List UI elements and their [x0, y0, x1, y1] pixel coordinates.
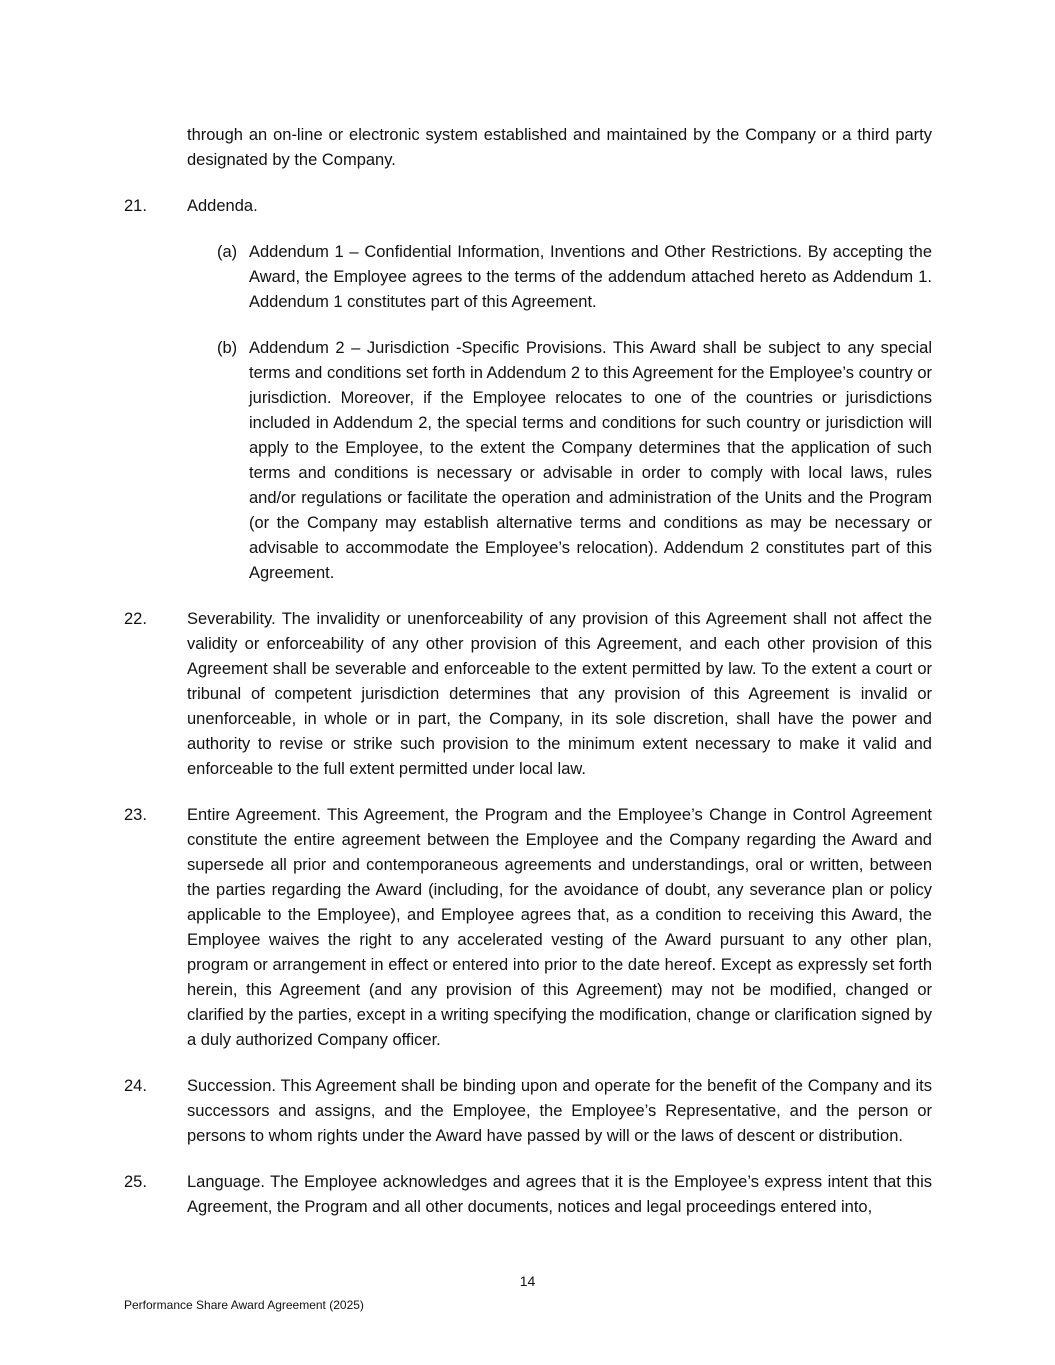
- page-number: 14: [519, 1273, 536, 1289]
- addendum-a-text: Addendum 1 – Confidential Information, Inventions and Other Restrictions. By accepting the Award, the Employee agrees to the terms of the addendum attached hereto as Addendum 1. Addendum 1 constitutes part of this Agreement.: [249, 243, 932, 311]
- section-23-text: Entire Agreement. This Agreement, the Program and the Employee’s Change in Control Agreement constitute the entire agreement between the Employee and the Company regarding the Award and supersede all prior and contemporaneous agreements and understandings, oral or written, between the parties regarding the Award (including, for the avoidance of doubt, any severance plan or policy applicable to the Employee), and Employee agrees that, as a condition to receiving this Award, the Employee waives the right to any accelerated vesting of the Award pursuant to any other plan, program or arrangement in effect or entered into prior to the date hereof. Except as expressly set forth herein, this Agreement (and any provision of this Agreement) may not be modified, changed or clarified by the parties, except in a writing specifying the modification, change or clarification signed by a duly authorized Company officer.: [187, 806, 932, 1049]
- addendum-b-text: Addendum 2 – Jurisdiction -Specific Provisions. This Award shall be subject to any special terms and conditions set forth in Addendum 2 to this Agreement for the Employee’s country or jurisdiction. Moreover, if the Employee relocates to one of the countries or jurisdictions included in Addendum 2, the special terms and conditions for such country or jurisdiction will apply to the Employee, to the extent the Company determines that the application of such terms and conditions is necessary or advisable in order to comply with local laws, rules and/or regulations or facilitate the operation and administration of the Units and the Program (or the Company may establish alternative terms and conditions as may be necessary or advisable to accommodate the Employee’s relocation). Addendum 2 constitutes part of this Agreement.: [249, 339, 932, 582]
- section-25-text: Language. The Employee acknowledges and agrees that it is the Employee’s express intent that this Agreement, the Program and all other documents, notices and legal proceedings entered into,: [187, 1173, 932, 1216]
- continuation-paragraph: through an on-line or electronic system established and maintained by the Company or a third party designated by the Company.: [187, 126, 932, 169]
- section-25-number: 25.: [124, 1173, 147, 1191]
- addendum-b-label: (b): [217, 339, 238, 357]
- section-24-number: 24.: [124, 1077, 147, 1095]
- section-22-text: Severability. The invalidity or unenforceability of any provision of this Agreement shall not affect the validity or enforceability of any other provision of this Agreement, and each other provision of this Agreement shall be severable and enforceable to the extent permitted by law. To the extent a court or tribunal of competent jurisdiction determines that any provision of this Agreement is invalid or unenforceable, in whole or in part, the Company, in its sole discretion, shall have the power and authority to revise or strike such provision to the minimum extent necessary to make it valid and enforceable to the full extent permitted under local law.: [187, 610, 932, 778]
- section-24-text: Succession. This Agreement shall be binding upon and operate for the benefit of the Company and its successors and assigns, and the Employee, the Employee’s Representative, and the person or persons to whom rights under the Award have passed by will or the laws of descent or distribution.: [187, 1077, 932, 1145]
- section-22-number: 22.: [124, 610, 147, 628]
- addendum-a-label: (a): [217, 243, 238, 261]
- section-23-number: 23.: [124, 806, 147, 824]
- section-21-heading: Addenda.: [187, 197, 258, 215]
- footer-title: Performance Share Award Agreement (2025): [124, 1298, 364, 1312]
- section-21-number: 21.: [124, 197, 147, 215]
